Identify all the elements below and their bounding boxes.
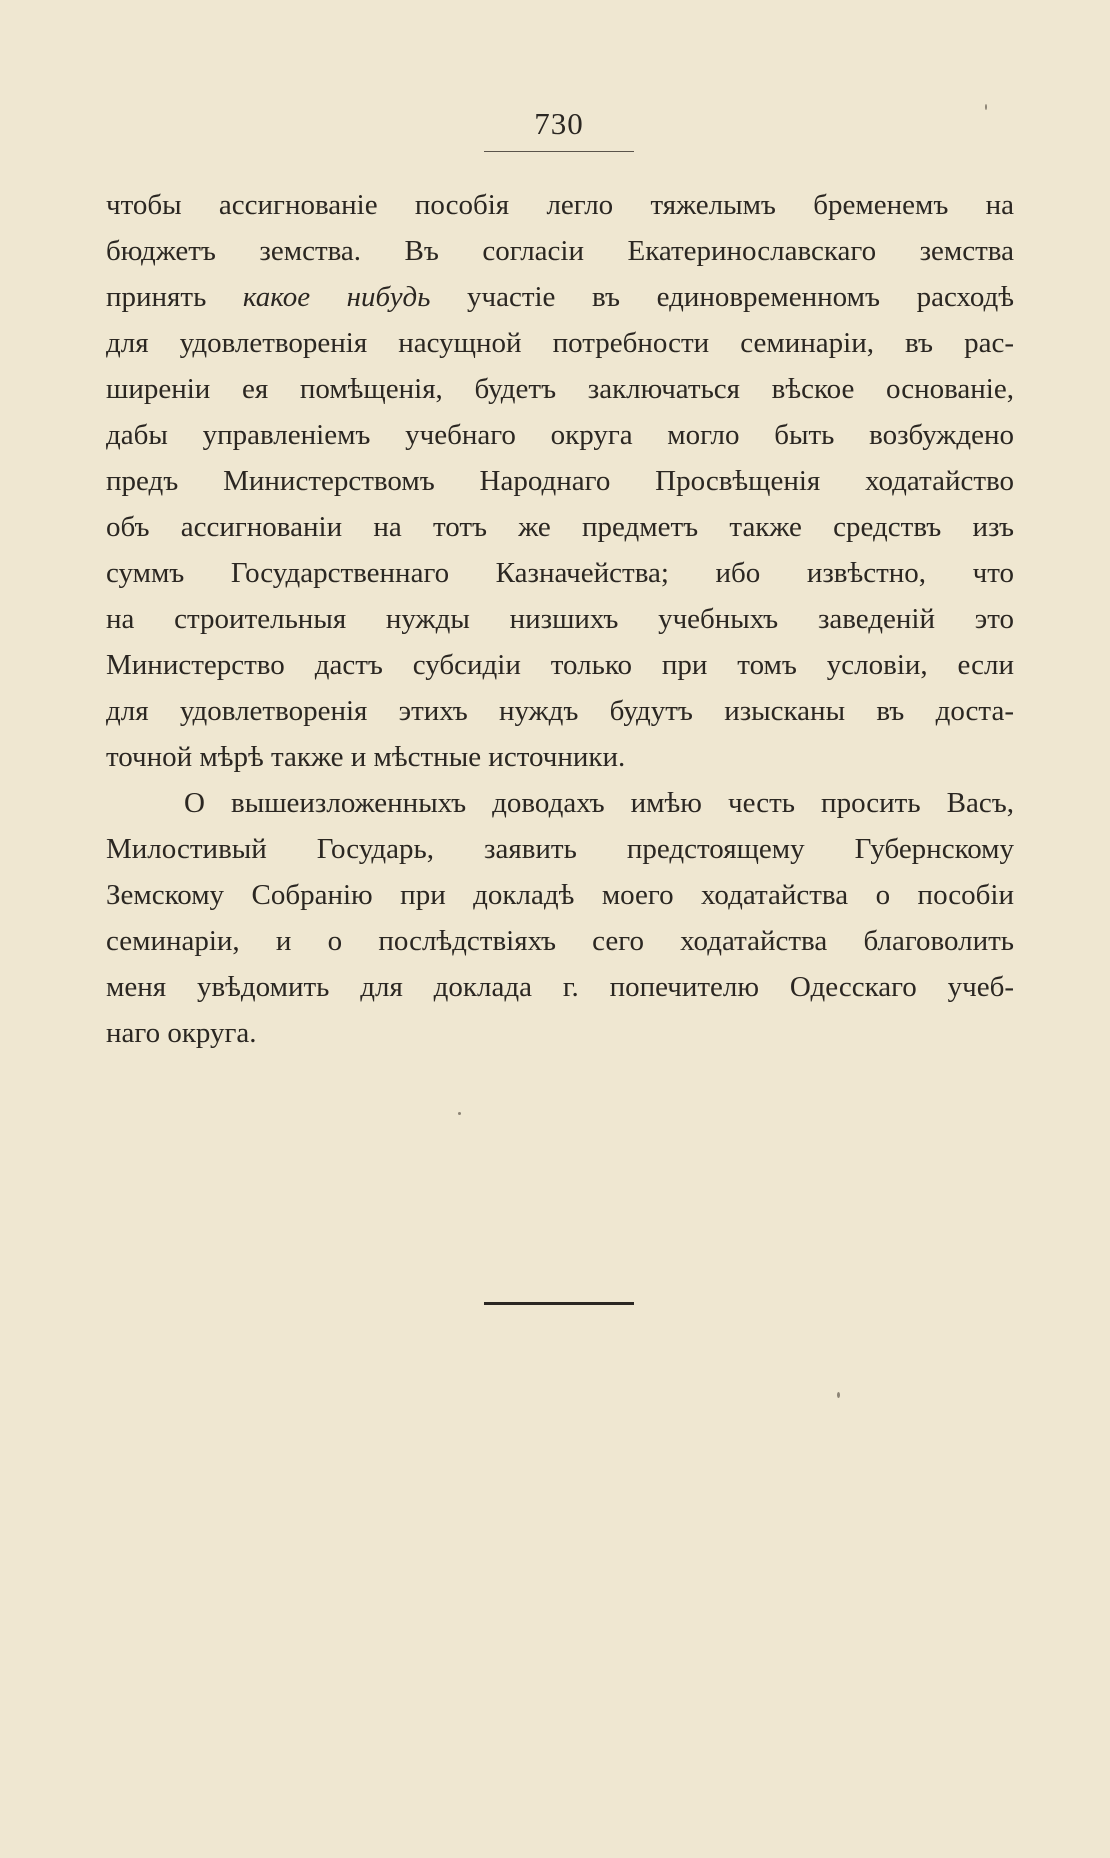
scan-speck: [985, 104, 987, 110]
text-line: бюджетъ земства. Въ согласіи Екатеринославскаго земства: [106, 235, 1014, 267]
text-run: принять: [106, 281, 243, 313]
scan-speck: [837, 1392, 840, 1398]
text-line: объ ассигнованіи на тотъ же предметъ также средствъ изъ: [106, 511, 1014, 543]
page-number: 730: [534, 106, 584, 141]
text-run: участіе въ единовременномъ расходѣ: [430, 281, 1014, 313]
text-line: на строительныя нужды низшихъ учебныхъ заведеній это: [106, 603, 1014, 635]
scan-speck: [458, 1112, 461, 1115]
text-line: Милостивый Государь, заявить предстоящему Губернскому: [106, 833, 1014, 865]
text-line: Министерство дастъ субсидіи только при томъ условіи, если: [106, 649, 1014, 681]
text-line: чтобы ассигнованіе пособія легло тяжелымъ бременемъ на: [106, 189, 1014, 221]
text-line: наго округа.: [106, 1017, 257, 1049]
text-line: предъ Министерствомъ Народнаго Просвѣщенія ходатайство: [106, 465, 1014, 497]
text-line: для удовлетворенія этихъ нуждъ будутъ изысканы въ доста-: [106, 695, 1014, 727]
body-text: [106, 182, 1014, 1056]
text-line: ширеніи ея помѣщенія, будетъ заключаться вѣское основаніе,: [106, 373, 1014, 405]
text-line: для удовлетворенія насущной потребности семинаріи, въ рас-: [106, 327, 1014, 359]
text-line: семинаріи, и о послѣдствіяхъ сего ходатайства благоволить: [106, 925, 1014, 957]
text-line: дабы управленіемъ учебнаго округа могло быть возбуждено: [106, 419, 1014, 451]
text-line: точной мѣрѣ также и мѣстные источники.: [106, 741, 626, 773]
text-line: О вышеизложенныхъ доводахъ имѣю честь просить Васъ,: [184, 787, 1014, 819]
text-line: меня увѣдомить для доклада г. попечителю Одесскаго учеб-: [106, 971, 1014, 1003]
text-line: суммъ Государственнаго Казначейства; ибо извѣстно, что: [106, 557, 1014, 589]
text-line: Земскому Собранію при докладѣ моего ходатайства о пособіи: [106, 879, 1014, 911]
text-line: [106, 274, 1014, 320]
end-rule: [484, 1302, 634, 1305]
italic-phrase: какое нибудь: [242, 281, 431, 313]
header-rule: [484, 151, 634, 152]
